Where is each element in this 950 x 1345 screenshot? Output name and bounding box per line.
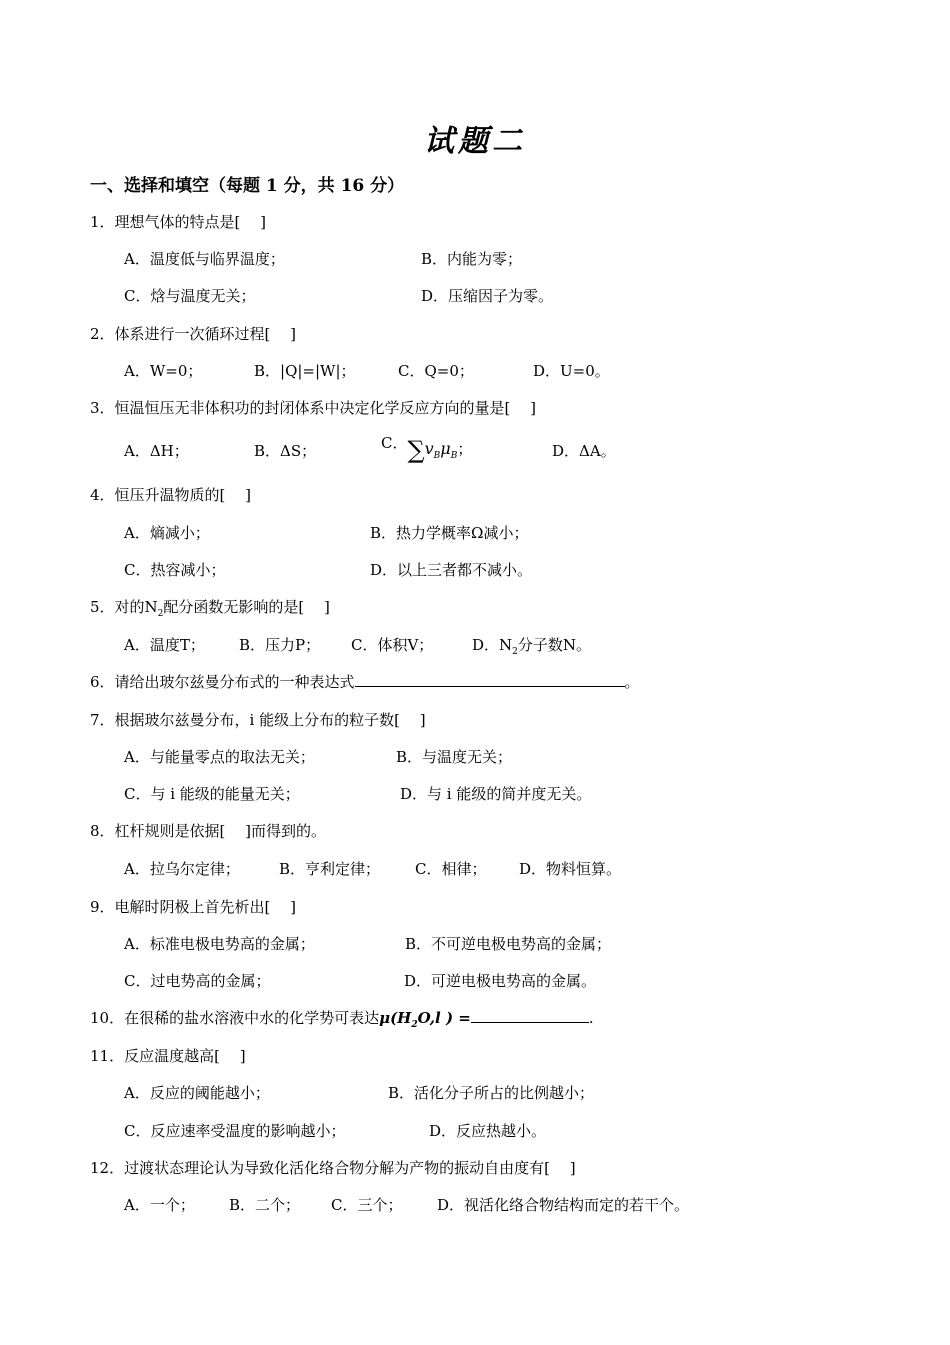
q6-end: 。	[624, 673, 640, 691]
q5-option-d-subscript: 2	[512, 647, 518, 657]
q5-stem-part2: 配分函数无影响的是[ ]	[163, 598, 330, 616]
option-c-label: C．	[381, 434, 408, 452]
question-9-option-b: B．不可逆电极电势高的金属；	[405, 935, 612, 953]
question-3-option-a: A．ΔH；	[124, 442, 189, 460]
question-5-option-c: C．体积V；	[351, 636, 434, 654]
question-9-option-c: C．过电势高的金属；	[124, 972, 271, 990]
question-5-option-a: A．温度T；	[124, 636, 205, 654]
mu-symbol: μ	[440, 439, 451, 458]
mu-subscript: B	[450, 451, 458, 461]
question-3-stem: 3．恒温恒压无非体积功的封闭体系中决定化学反应方向的量是[ ]	[90, 399, 537, 417]
q10-mu-subscript: 2	[411, 1020, 418, 1030]
question-4-option-a: A．熵减小；	[124, 524, 210, 542]
question-7-option-a: A．与能量零点的取法无关；	[124, 748, 315, 766]
q5-stem-part1: 5．对的N	[90, 598, 158, 616]
question-3-option-c	[381, 432, 472, 464]
question-7-option-d: D．与 i 能级的简并度无关。	[400, 785, 592, 803]
question-4-option-c: C．热容减小；	[124, 561, 226, 579]
question-9-stem: 9．电解时阴极上首先析出[ ]	[90, 898, 297, 916]
question-4-stem: 4．恒压升温物质的[ ]	[90, 486, 252, 504]
question-1-option-d: D．压缩因子为零。	[421, 287, 554, 305]
question-1-option-c: C．焓与温度无关；	[124, 287, 256, 305]
q10-end: .	[588, 1009, 594, 1027]
question-12-option-a: A．一个；	[124, 1196, 195, 1214]
nu-subscript: B	[433, 451, 441, 461]
q10-mu-part1: μ(H	[379, 1009, 412, 1027]
question-5-option-d	[472, 634, 591, 657]
question-9-option-a: A．标准电极电势高的金属；	[124, 935, 315, 953]
question-10-stem	[90, 1007, 594, 1030]
question-2-option-d: D．U=0。	[533, 362, 610, 380]
question-5-stem	[90, 596, 330, 619]
q5-stem-subscript: 2	[157, 609, 164, 619]
question-11-option-a: A．反应的阈能越小；	[124, 1084, 270, 1102]
q5-option-d-part1: D．N	[472, 636, 513, 654]
page-title: 试题二	[424, 124, 526, 159]
question-8-option-d: D．物料恒算。	[519, 860, 622, 878]
question-12-option-c: C．三个；	[331, 1196, 403, 1214]
answer-blank[interactable]	[355, 672, 625, 687]
question-11-option-b: B．活化分子所占的比例越小；	[388, 1084, 595, 1102]
question-12-option-b: B．二个；	[229, 1196, 301, 1214]
question-12-option-d: D．视活化络合物结构而定的若干个。	[437, 1196, 690, 1214]
question-3-option-b: B．ΔS；	[254, 442, 317, 460]
q10-mu-part2: O,l ) =	[417, 1009, 471, 1027]
question-7-option-b: B．与温度无关；	[396, 748, 513, 766]
formula-tail: ；	[457, 440, 473, 458]
q5-option-d-part2: 分子数N。	[517, 636, 592, 654]
question-4-option-d: D．以上三者都不减小。	[370, 561, 533, 579]
nu-symbol: v	[424, 439, 434, 458]
question-8-option-a: A．拉乌尔定律；	[124, 860, 240, 878]
q10-text: 10．在很稀的盐水溶液中水的化学势可表达	[90, 1009, 380, 1027]
question-1-option-b: B．内能为零；	[421, 250, 523, 268]
question-6-stem	[90, 671, 640, 692]
question-8-stem: 8．杠杆规则是依据[ ]而得到的。	[90, 822, 327, 840]
question-5-option-b: B．压力P；	[239, 636, 321, 654]
question-4-option-b: B．热力学概率Ω减小；	[370, 524, 529, 542]
question-11-option-d: D．反应热越小。	[429, 1122, 547, 1140]
question-2-option-a: A．W=0；	[124, 362, 203, 380]
question-9-option-d: D．可逆电极电势高的金属。	[404, 972, 597, 990]
answer-blank[interactable]	[471, 1008, 589, 1023]
question-8-option-b: B．亨利定律；	[279, 860, 381, 878]
question-7-stem: 7．根据玻尔兹曼分布，i 能级上分布的粒子数[ ]	[90, 711, 426, 729]
summation-symbol: ∑	[407, 436, 425, 464]
question-8-option-c: C．相律；	[415, 860, 487, 878]
question-11-option-c: C．反应速率受温度的影响越小；	[124, 1122, 346, 1140]
question-2-option-c: C．Q=0；	[398, 362, 474, 380]
question-1-stem: 1．理想气体的特点是[ ]	[90, 213, 267, 231]
question-11-stem: 11．反应温度越高[ ]	[90, 1047, 246, 1065]
question-3-option-d: D．ΔA。	[552, 442, 616, 460]
question-1-option-a: A．温度低与临界温度；	[124, 250, 285, 268]
question-7-option-c: C．与 i 能级的能量无关；	[124, 785, 300, 803]
q6-text: 6．请给出玻尔兹曼分布式的一种表达式	[90, 673, 355, 691]
question-2-option-b: B．|Q|=|W|；	[254, 362, 356, 380]
question-12-stem: 12．过渡状态理论认为导致化活化络合物分解为产物的振动自由度有[ ]	[90, 1159, 576, 1177]
question-2-stem: 2．体系进行一次循环过程[ ]	[90, 325, 297, 343]
section-heading: 一、选择和填空（每题 1 分，共 16 分）	[90, 176, 405, 196]
